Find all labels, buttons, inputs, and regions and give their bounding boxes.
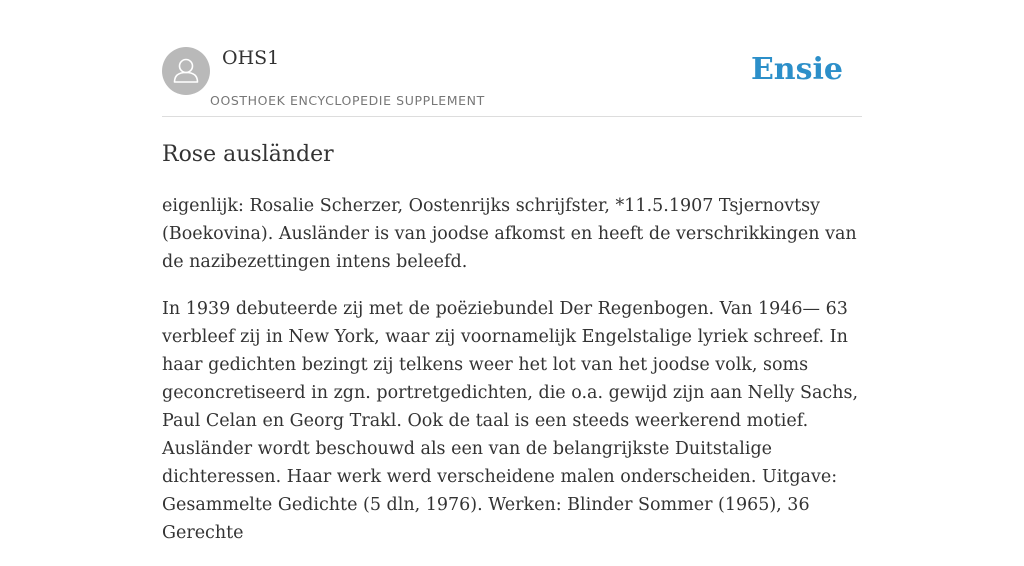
- article-header: [162, 46, 862, 117]
- author-name[interactable]: OHS1: [222, 47, 280, 69]
- article-title: Rose ausländer: [162, 142, 334, 167]
- author-avatar[interactable]: [162, 47, 210, 95]
- publication-name[interactable]: OOSTHOEK ENCYCLOPEDIE SUPPLEMENT: [210, 93, 485, 108]
- article-body: [162, 192, 862, 566]
- article-paragraph: In 1939 debuteerde zij met de poëziebundel Der Regenbogen. Van 1946— 63 verbleef zij in New York, waar zij voornamelijk Engelstalige lyriek schreef. In haar gedichten bezingt zij telkens weer het lot van het joodse volk, soms geconcretiseerd in zgn. portretgedichten, die o.a. gewijd zijn aan Nelly Sachs, Paul Celan en Georg Trakl. Ook de taal is een steeds weerkerend motief. Ausländer wordt beschouwd als een van de belangrijkste Duitstalige dichteressen. Haar werk werd verscheidene malen onderscheiden. Uitgave: Gesammelte Gedichte (5 dln, 1976). Werken: Blinder Sommer (1965), 36 Gerechte: [162, 299, 859, 543]
- user-icon: [162, 47, 210, 95]
- ensie-logo[interactable]: Ensie: [750, 52, 843, 87]
- article-paragraph: eigenlijk: Rosalie Scherzer, Oostenrijks schrijfster, *11.5.1907 Tsjernovtsy (Boekovina). Ausländer is van joodse afkomst en heeft de verschrikkingen van de nazibezettingen intens beleefd.: [162, 196, 857, 272]
